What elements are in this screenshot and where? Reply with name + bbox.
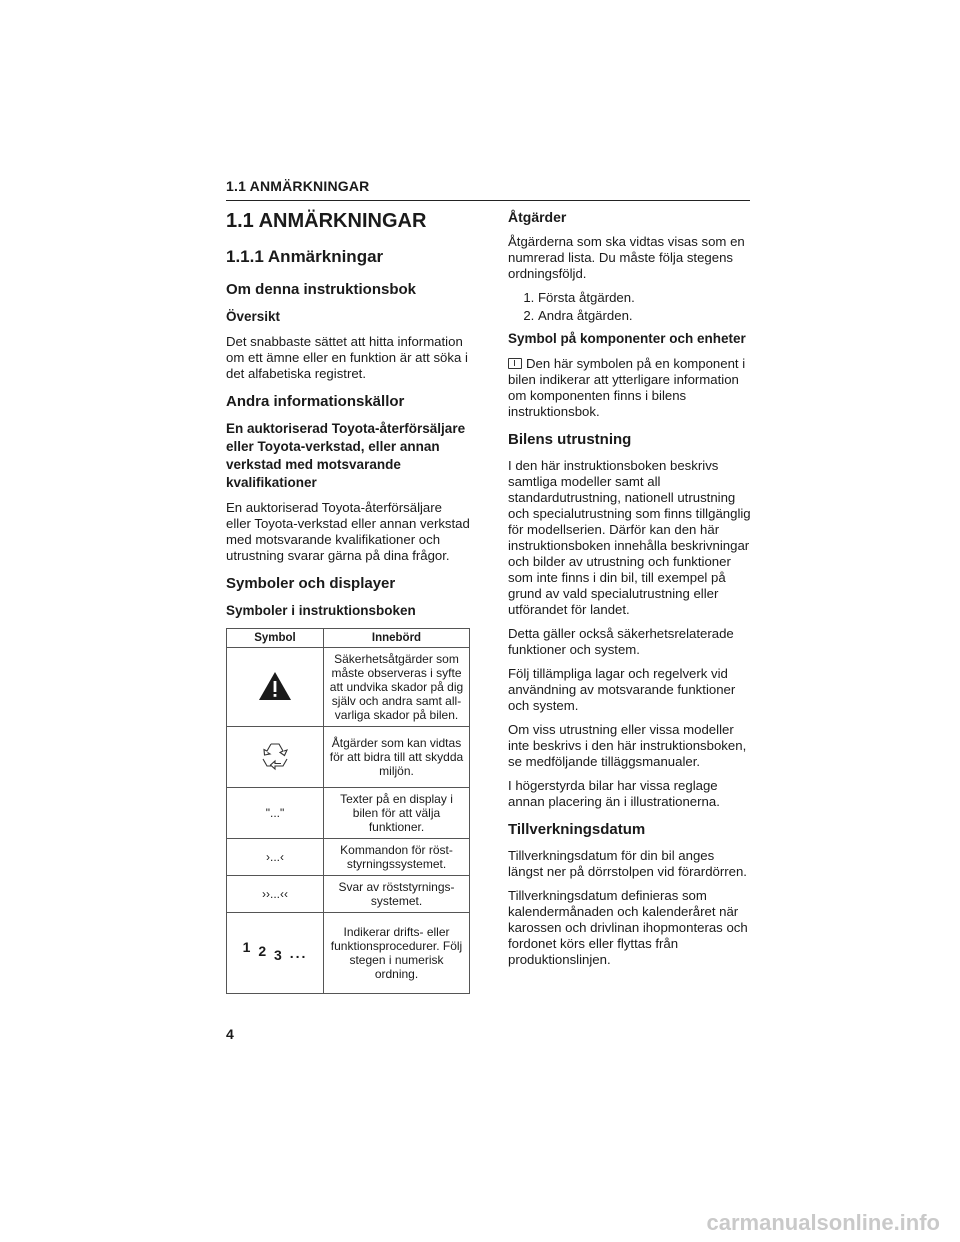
overview-heading: Översikt: [226, 309, 281, 324]
sequence-ellipsis: ...: [289, 944, 308, 961]
subsection-title-sources: Andra informationskällor: [226, 393, 405, 410]
watermark: carmanualsonline.info: [706, 1210, 940, 1235]
recycle-icon: [258, 739, 292, 773]
list-item: 1. Första åtgärden.: [538, 290, 752, 306]
equipment-paragraph-2: Detta gäller också säkerhetsrelaterade funktioner och system.: [508, 626, 734, 657]
steps-list: [508, 290, 752, 324]
sequence-step-1: 1: [242, 938, 253, 955]
component-symbol-text: Den här symbolen på en komponent i bilen indikerar att ytterligare information om komponenten finns i bilens instruktionsbok.: [508, 356, 746, 419]
measures-heading: Åtgärder: [508, 209, 567, 225]
table-row: [227, 839, 470, 876]
table-row: [227, 876, 470, 913]
warning-triangle-icon: [257, 670, 293, 702]
table-cell-meaning: Indikerar drifts- eller funktionsprocedurer. Följ stegen i numerisk ordning.: [324, 913, 470, 994]
equipment-paragraph-5: I högerstyrda bilar har vissa reglage annan placering än i illustrationerna.: [508, 778, 720, 809]
symbols-heading: Symboler i instruktionsboken: [226, 603, 416, 618]
equipment-paragraph-3: Följ tillämpliga lagar och regelverk vid användning av motsvarande funktioner och system.: [508, 666, 736, 713]
equipment-paragraph-4: Om viss utrustning eller vissa modeller inte beskrivs i den här instruktionsboken, se medföljande tilläggsmanualer.: [508, 722, 747, 769]
component-symbol-heading: Symbol på komponenter och enheter: [508, 331, 746, 346]
dealer-heading: En auktoriserad Toyota-återförsäljare eller Toyota-verkstad, eller annan verkstad med motsvarande kvalifikationer: [226, 421, 466, 490]
symbols-table: [226, 628, 470, 994]
subsection-title-manual: Om denna instruktionsbok: [226, 281, 417, 298]
equipment-paragraph-1: I den här instruktionsboken beskrivs samtliga modeller samt all standardutrustning, nationell utrustning och specialutrustning som finns tillgänglig för modellserien. Därför kan den här instruktionsboken innehålla beskrivningar och bilder av utrustning och funktioner som inte finns i din bil, till exempel på grund av vald specialutrustning eller utförandet för landet.: [508, 458, 751, 617]
table-cell-meaning: Åtgärder som kan vidtas för att bidra till att skydda miljön.: [324, 727, 470, 788]
section-title: 1.1.1 Anmärkningar: [226, 247, 384, 266]
running-head: 1.1 ANMÄRKNINGAR: [226, 178, 750, 201]
overview-text: Det snabbaste sättet att hitta information om ett ämne eller en funktion är att söka i det alfabetiska registret.: [226, 334, 468, 381]
manufacture-heading: Tillverkningsdatum: [508, 821, 646, 838]
table-cell-meaning: Säkerhetsåtgärder som måste observeras i syfte att undvika skador på dig själv och andra samt all-varliga skador på bilen.: [324, 648, 470, 727]
table-cell-meaning: Texter på en display i bilen för att välja funktioner.: [324, 788, 470, 839]
manufacture-paragraph-2: Tillverkningsdatum definieras som kalendermånaden och kalenderåret när karossen och drivlinan ihopmonteras och fordonet körs eller flyttas från produktionslinjen.: [508, 888, 748, 967]
table-row: [227, 788, 470, 839]
list-item: 2. Andra åtgärden.: [538, 308, 752, 324]
manufacture-paragraph-1: Tillverkningsdatum för din bil anges längst ner på dörrstolpen vid förardörren.: [508, 848, 747, 879]
symbol-voice-command: ›...‹: [227, 839, 324, 876]
component-symbol-paragraph: [508, 356, 752, 420]
symbol-sequence: [227, 913, 324, 994]
table-row: [227, 727, 470, 788]
left-column: [226, 208, 470, 994]
manual-book-icon: [508, 358, 522, 369]
table-cell-meaning: Kommandon för röst-styrningssystemet.: [324, 839, 470, 876]
table-cell-meaning: Svar av röststyrnings-systemet.: [324, 876, 470, 913]
chapter-title: 1.1 ANMÄRKNINGAR: [226, 210, 427, 232]
table-row: [227, 648, 470, 727]
sequence-step-2: 2: [258, 942, 269, 959]
table-header-symbol: Symbol: [227, 629, 324, 648]
table-row: [227, 913, 470, 994]
symbol-voice-response: ››...‹‹: [227, 876, 324, 913]
measures-text: Åtgärderna som ska vidtas visas som en numrerad lista. Du måste följa stegens ordningsföljd.: [508, 234, 745, 281]
subsection-title-symbols: Symboler och displayer: [226, 575, 396, 592]
equipment-heading: Bilens utrustning: [508, 431, 632, 448]
symbol-display-text: "...": [227, 788, 324, 839]
table-header-meaning: Innebörd: [324, 629, 470, 648]
dealer-text: En auktoriserad Toyota-återförsäljare eller Toyota-verkstad eller annan verkstad med motsvarande kvalifikationer och utrustning svarar gärna på dina frågor.: [226, 500, 470, 563]
sequence-step-3: 3: [274, 946, 284, 963]
right-column: [508, 208, 752, 976]
page-number: 4: [226, 1026, 234, 1042]
